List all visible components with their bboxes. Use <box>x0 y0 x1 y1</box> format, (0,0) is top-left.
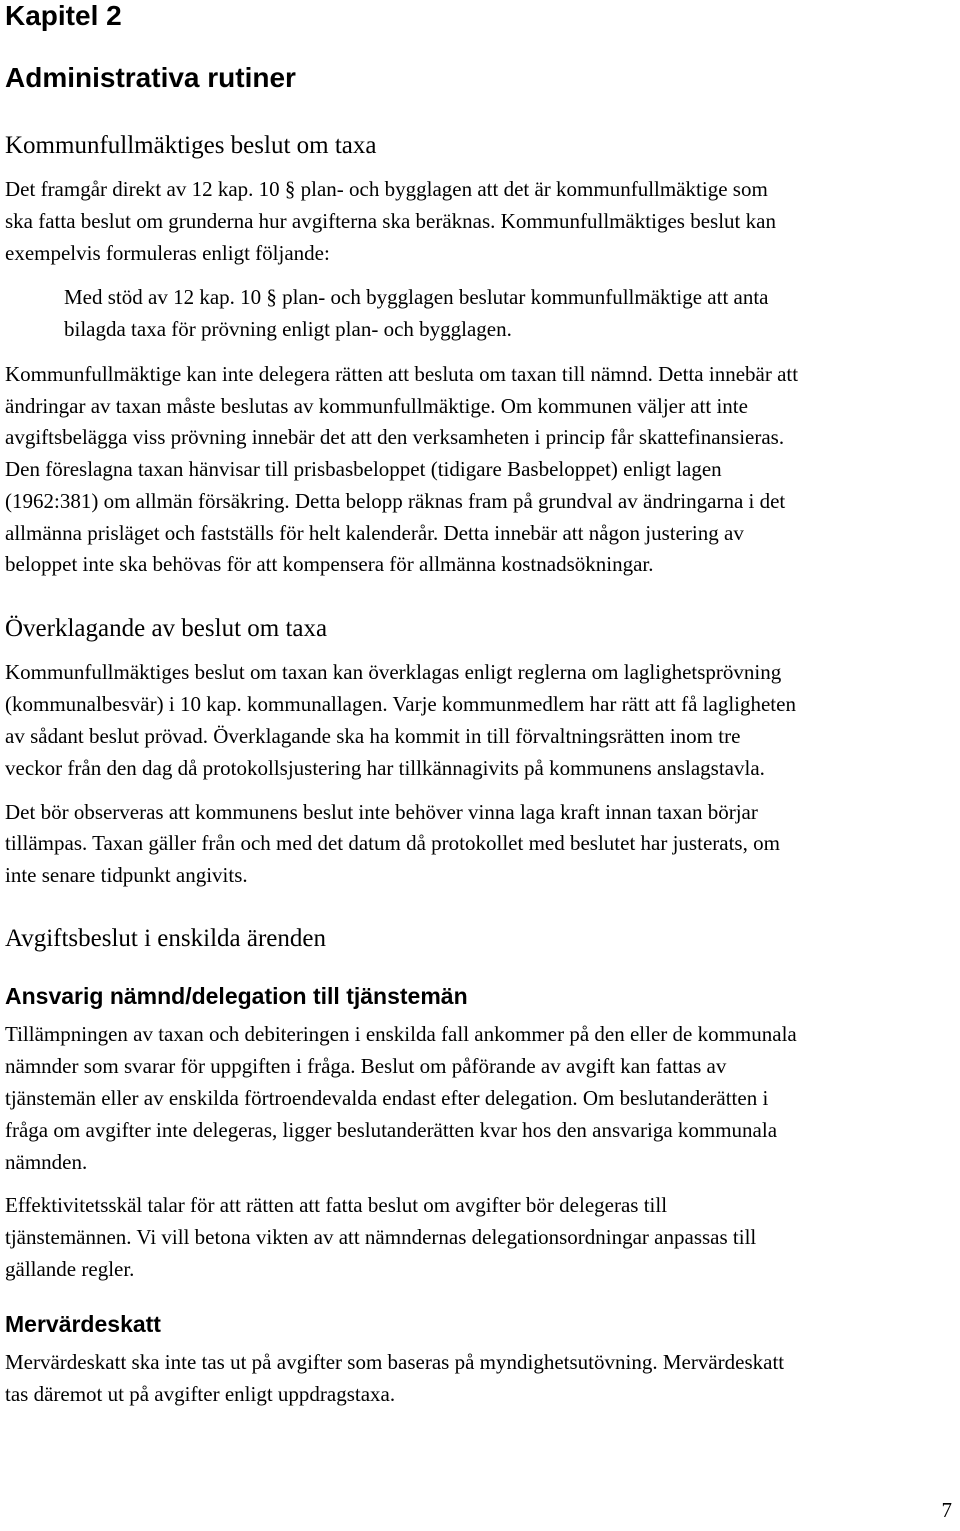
paragraph-line: av sådant beslut prövad. Överklagande ska ha kommit in till förvaltningsrätten inom tre <box>5 724 741 748</box>
paragraph-line: Det framgår direkt av 12 kap. 10 § plan- och bygglagen att det är kommunfullmäktige som <box>5 177 768 201</box>
chapter-label: Kapitel 2 <box>5 0 122 31</box>
paragraph-line: fråga om avgifter inte delegeras, ligger beslutanderätten kvar hos den ansvariga kommunala <box>5 1118 778 1142</box>
paragraph-line: Mervärdeskatt ska inte tas ut på avgifter som baseras på myndighetsutövning. Mervärdeskatt <box>5 1350 785 1374</box>
paragraph-line: Kommunfullmäktiges beslut om taxan kan överklagas enligt reglerna om laglighetsprövning <box>5 660 782 684</box>
paragraph-line: nämnden. <box>5 1150 88 1174</box>
subheading-mervardeskatt: Mervärdeskatt <box>5 1311 161 1337</box>
paragraph-line: tas däremot ut på avgifter enligt uppdragstaxa. <box>5 1382 396 1406</box>
paragraph-line: (1962:381) om allmän försäkring. Detta belopp räknas fram på grundval av ändringarna i det <box>5 489 786 513</box>
subheading-ansvarig-namnd: Ansvarig nämnd/delegation till tjänstemän <box>5 983 468 1009</box>
paragraph-line: gällande regler. <box>5 1257 135 1281</box>
paragraph-line: Den föreslagna taxan hänvisar till prisbasbeloppet (tidigare Basbeloppet) enligt lagen <box>5 457 722 481</box>
paragraph-line: Det bör observeras att kommunens beslut inte behöver vinna laga kraft innan taxan börjar <box>5 800 758 824</box>
page-number: 7 <box>941 1498 952 1522</box>
paragraph-line: Effektivitetsskäl talar för att rätten att fatta beslut om avgifter bör delegeras till <box>5 1193 668 1217</box>
paragraph-line: tjänstemännen. Vi vill betona vikten av att nämndernas delegationsordningar anpassas till <box>5 1225 757 1249</box>
paragraph-line: ska fatta beslut om grunderna hur avgifterna ska beräknas. Kommunfullmäktiges beslut kan <box>5 209 776 233</box>
paragraph-line: tjänstemän eller av enskilda förtroendevalda endast efter delegation. Om beslutanderätten i <box>5 1086 769 1110</box>
paragraph-line: nämnder som svarar för uppgiften i fråga. Beslut om påförande av avgift kan fattas av <box>5 1054 727 1078</box>
paragraph-line: avgiftsbelägga viss prövning innebär det att den verksamheten i princip får skattefinansieras. <box>5 425 785 449</box>
section-heading-taxa-beslut: Kommunfullmäktiges beslut om taxa <box>5 132 377 159</box>
paragraph-line: allmänna prisläget och fastställs för helt kalenderår. Detta innebär att någon justering av <box>5 521 744 545</box>
paragraph-line: veckor från den dag då protokollsjustering har tillkännagivits på kommunens anslagstavla. <box>5 756 765 780</box>
paragraph-line: beloppet inte ska behövas för att kompensera för allmänna kostnadsökningar. <box>5 552 654 576</box>
paragraph-line: ändringar av taxan måste beslutas av kommunfullmäktige. Om kommunen väljer att inte <box>5 394 748 418</box>
paragraph-line: exempelvis formuleras enligt följande: <box>5 241 330 265</box>
section-heading-avgiftsbeslut: Avgiftsbeslut i enskilda ärenden <box>5 925 326 952</box>
paragraph-line: Kommunfullmäktige kan inte delegera rätten att besluta om taxan till nämnd. Detta innebär att <box>5 362 799 386</box>
paragraph-line: tillämpas. Taxan gäller från och med det datum då protokollet med beslutet har justerats, om <box>5 831 780 855</box>
section-heading-overklagande: Överklagande av beslut om taxa <box>5 615 328 642</box>
paragraph-line: (kommunalbesvär) i 10 kap. kommunallagen. Varje kommunmedlem har rätt att få lagligheten <box>5 692 796 716</box>
quote-line: bilagda taxa för prövning enligt plan- och bygglagen. <box>64 317 512 341</box>
quote-line: Med stöd av 12 kap. 10 § plan- och bygglagen beslutar kommunfullmäktige att anta <box>64 285 769 309</box>
chapter-title: Administrativa rutiner <box>5 62 296 93</box>
paragraph-line: inte senare tidpunkt angivits. <box>5 863 248 887</box>
paragraph-line: Tillämpningen av taxan och debiteringen i enskilda fall ankommer på den eller de kommunala <box>5 1022 797 1046</box>
